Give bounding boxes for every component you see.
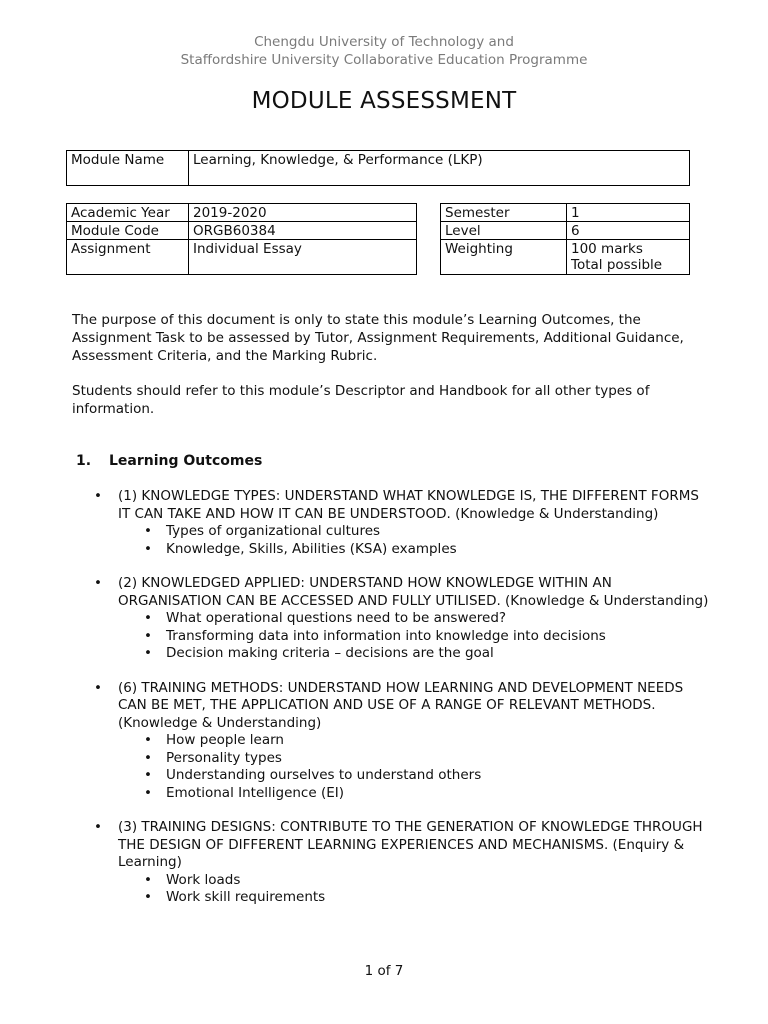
list-item [118, 872, 710, 890]
academic-year-label: Academic Year [67, 204, 189, 222]
list-item-text: Types of organizational cultures [166, 523, 381, 539]
list-item-text: Decision making criteria – decisions are the goal [166, 645, 494, 661]
section-number: 1. [76, 453, 92, 469]
outcome-sub-list [118, 523, 710, 558]
table-row [441, 240, 690, 275]
list-item [118, 610, 710, 628]
bullet-icon: • [94, 819, 102, 835]
outcome-text: (2) KNOWLEDGED APPLIED: UNDERSTAND HOW KNOWLEDGE WITHIN AN ORGANISATION CAN BE ACCESSED AND FULLY UTILISED. (Knowledge & Understanding) [118, 575, 709, 609]
bullet-icon: • [144, 749, 152, 766]
outcome-sub-list [118, 732, 710, 802]
list-item [118, 523, 710, 541]
institution-line-2: Staffordshire University Collaborative Education Programme [180, 52, 588, 68]
list-item-text: Work skill requirements [166, 889, 326, 905]
bullet-icon: • [144, 784, 152, 801]
assignment-label: Assignment [67, 240, 189, 275]
bullet-icon: • [144, 871, 152, 888]
learning-outcome [90, 488, 710, 558]
list-item-text: Emotional Intelligence (EI) [166, 784, 344, 801]
list-item [118, 889, 710, 907]
list-item [118, 645, 710, 663]
list-item [118, 785, 710, 803]
purpose-paragraph: The purpose of this document is only to state this module’s Learning Outcomes, the Assignment Task to be assessed by Tutor, Assignment Requirements, Additional Guidance, Assessment Criteria, and the Marking Rubric. [72, 312, 684, 364]
module-code-value: ORGB60384 [189, 222, 417, 240]
module-name-value: Learning, Knowledge, & Performance (LKP) [189, 151, 690, 186]
assignment-value: Individual Essay [189, 240, 417, 275]
bullet-icon: • [144, 523, 152, 539]
semester-value: 1 [567, 204, 690, 222]
table-row [441, 222, 690, 240]
list-item [118, 732, 710, 750]
bullet-icon: • [94, 575, 102, 591]
outcome-sub-list [118, 610, 710, 663]
outcome-text: (6) TRAINING METHODS: UNDERSTAND HOW LEARNING AND DEVELOPMENT NEEDS CAN BE MET, THE APPLICATION AND USE OF A RANGE OF RELEVANT METHODS. (Knowledge & Understanding) [118, 679, 684, 731]
bullet-icon: • [144, 767, 152, 783]
bullet-icon: • [144, 610, 152, 626]
bullet-icon: • [144, 645, 152, 661]
semester-label: Semester [441, 204, 567, 222]
page-number: 1 of 7 [364, 963, 404, 979]
weighting-note: Total possible [571, 257, 663, 273]
learning-outcome [90, 819, 710, 907]
learning-outcome [90, 575, 710, 663]
outcome-text: (1) KNOWLEDGE TYPES: UNDERSTAND WHAT KNOWLEDGE IS, THE DIFFERENT FORMS IT CAN TAKE AND HOW IT CAN BE UNDERSTOOD. (Knowledge & Understanding) [118, 488, 699, 522]
bullet-icon: • [144, 732, 152, 748]
section-heading [76, 453, 262, 469]
list-item-text: Knowledge, Skills, Abilities (KSA) examples [166, 540, 457, 557]
module-name-table [66, 150, 690, 186]
weighting-label: Weighting [441, 240, 567, 275]
list-item [118, 750, 710, 768]
list-item-text: Personality types [166, 749, 282, 766]
list-item-text: Understanding ourselves to understand others [166, 767, 482, 783]
outcome-sub-list [118, 872, 710, 907]
institution-header [0, 33, 768, 69]
weighting-marks: 100 marks [571, 241, 643, 257]
list-item-text: What operational questions need to be answered? [166, 610, 507, 626]
list-item [118, 541, 710, 559]
section-title: Learning Outcomes [109, 453, 263, 469]
learning-outcome [90, 680, 710, 803]
table-row [67, 222, 417, 240]
module-info-table [66, 203, 417, 275]
bullet-icon: • [94, 679, 102, 696]
assessment-info-table [440, 203, 690, 275]
list-item [118, 628, 710, 646]
list-item-text: Transforming data into information into knowledge into decisions [166, 627, 606, 644]
bullet-icon: • [144, 889, 152, 905]
document-title: MODULE ASSESSMENT [251, 88, 517, 114]
bullet-icon: • [94, 488, 102, 504]
bullet-icon: • [144, 627, 152, 644]
list-item-text: Work loads [166, 871, 241, 888]
institution-line-1: Chengdu University of Technology and [254, 34, 514, 50]
list-item-text: How people learn [166, 732, 284, 748]
table-row [67, 204, 417, 222]
module-name-label: Module Name [67, 151, 189, 186]
handbook-paragraph: Students should refer to this module’s Descriptor and Handbook for all other types of information. [72, 383, 650, 417]
level-value: 6 [567, 222, 690, 240]
list-item [118, 767, 710, 785]
table-row [67, 240, 417, 275]
bullet-icon: • [144, 540, 152, 557]
module-code-label: Module Code [67, 222, 189, 240]
academic-year-value: 2019-2020 [189, 204, 417, 222]
learning-outcomes-list [90, 488, 710, 924]
table-row [441, 204, 690, 222]
table-row [67, 151, 690, 186]
weighting-value [567, 240, 690, 275]
level-label: Level [441, 222, 567, 240]
outcome-text: (3) TRAINING DESIGNS: CONTRIBUTE TO THE GENERATION OF KNOWLEDGE THROUGH THE DESIGN OF DIFFERENT LEARNING EXPERIENCES AND MECHANISMS. (Enquiry & Learning) [118, 819, 703, 870]
